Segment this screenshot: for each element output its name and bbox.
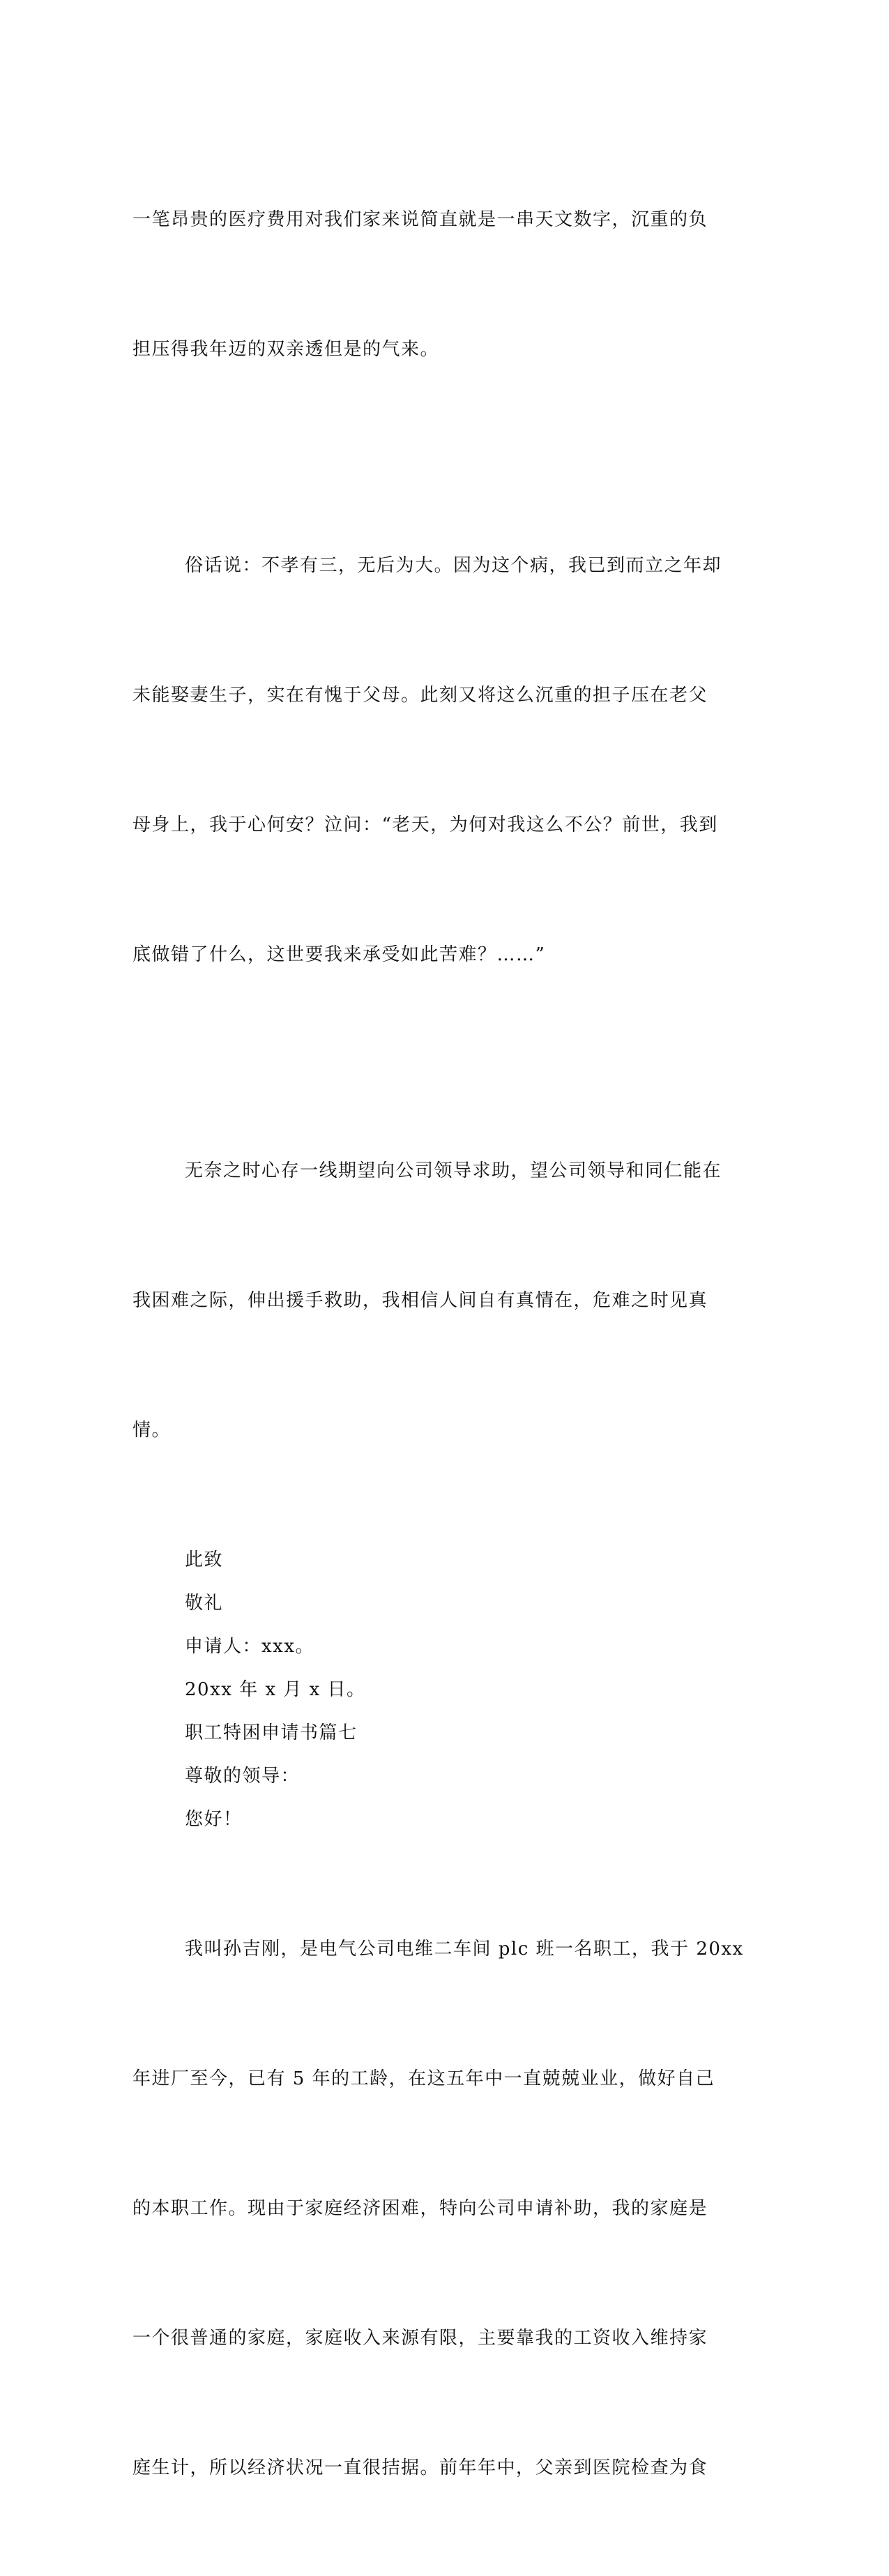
text-line: 情。 [132,1420,172,1441]
text-line: 未能娶妻生子，实在有愧于父母。此刻又将这么沉重的担子压在老父 [132,685,708,706]
paragraph-medical-cost [132,112,753,457]
salutation: 尊敬的领导： [185,1766,301,1787]
text-line: 担压得我年迈的双亲透但是的气来。 [132,339,440,360]
date-line: 20xx 年 x 月 x 日。 [185,1679,366,1700]
document-body [132,112,753,2576]
closing-line-2: 敬礼 [185,1593,224,1614]
text-line: 一笔昂贵的医疗费用对我们家来说简直就是一串天文数字，沉重的负 [132,209,708,230]
greeting: 您好！ [185,1809,243,1830]
text-line: 俗话说：不孝有三，无后为大。因为这个病，我已到而立之年却 [185,555,722,576]
text-line: 我困难之际，伸出援手救助，我相信人间自有真情在，危难之时见真 [132,1290,708,1311]
text-line: 的本职工作。现由于家庭经济困难，特向公司申请补助，我的家庭是 [132,2198,708,2219]
closing-line-1: 此致 [185,1550,224,1570]
section-title: 职工特困申请书篇七 [185,1722,358,1743]
paragraph-introduction [132,1841,753,2576]
text-line: 庭生计，所以经济状况一直很拮据。前年年中，父亲到医院检查为食 [132,2457,708,2478]
text-line: 年进厂至今，已有 5 年的工龄，在这五年中一直兢兢业业，做好自己 [132,2068,715,2089]
text-line: 一个很普通的家庭，家庭收入来源有限，主要靠我的工资收入维持家 [132,2328,708,2349]
paragraph-proverb [132,457,753,1063]
applicant-line: 申请人：xxx。 [185,1636,314,1657]
text-line: 无奈之时心存一线期望向公司领导求助，望公司领导和同仁能在 [185,1160,722,1181]
paragraph-request-help [132,1063,753,1538]
text-line: 母身上，我于心何安？泣问：“老天，为何对我这么不公？前世，我到 [132,815,718,835]
text-line: 我叫孙吉刚，是电气公司电维二车间 plc 班一名职工，我于 20xx [185,1939,744,1960]
text-line: 底做错了什么，这世要我来承受如此苦难？……” [132,944,546,965]
